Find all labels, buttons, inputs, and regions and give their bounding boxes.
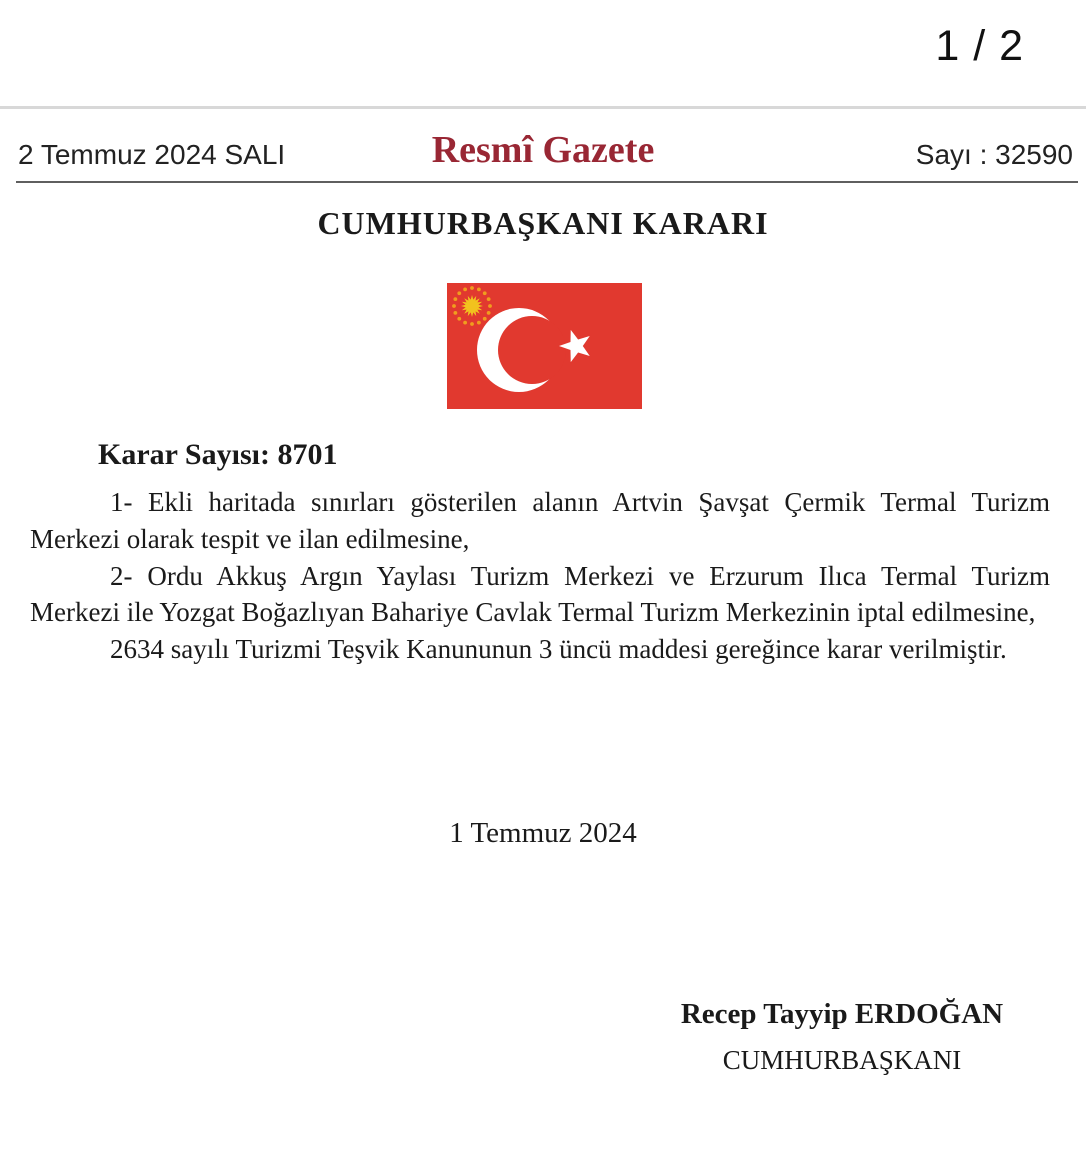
top-divider: [0, 106, 1086, 109]
sun-icon: [461, 295, 483, 317]
decision-number: Karar Sayısı: 8701: [98, 438, 338, 471]
decree-body: [30, 484, 1050, 668]
gazette-issue-number: Sayı : 32590: [915, 139, 1073, 170]
decree-paragraph-3: 2634 sayılı Turizmi Teşvik Kanununun 3 üncü maddesi gereğince karar verilmiştir.: [110, 634, 1007, 665]
decree-date: 1 Temmuz 2024: [449, 817, 637, 849]
decree-paragraph-1: 1- Ekli haritada sınırları gösterilen alanın Artvin Şavşat Çermik Termal Turizm Merkezi olarak tespit ve ilan edilmesine,: [30, 487, 1050, 554]
signature-name: Recep Tayyip ERDOĞAN: [680, 998, 1004, 1030]
page-indicator: 1 / 2: [935, 22, 1024, 70]
header-divider: [16, 181, 1078, 183]
turkish-presidential-flag: [447, 283, 642, 409]
gazette-title: Resmî Gazete: [431, 129, 655, 171]
signature-block: [642, 998, 1042, 1076]
gazette-date: 2 Temmuz 2024 SALI: [18, 139, 286, 170]
decree-title: CUMHURBAŞKANI KARARI: [317, 205, 769, 241]
decree-paragraph-2: 2- Ordu Akkuş Argın Yaylası Turizm Merkezi ve Erzurum Ilıca Termal Turizm Merkezi ile Yozgat Boğazlıyan Bahariye Cavlak Termal Turizm Merkezinin iptal edilmesine,: [30, 560, 1050, 628]
signature-title: CUMHURBAŞKANI: [722, 1045, 962, 1075]
